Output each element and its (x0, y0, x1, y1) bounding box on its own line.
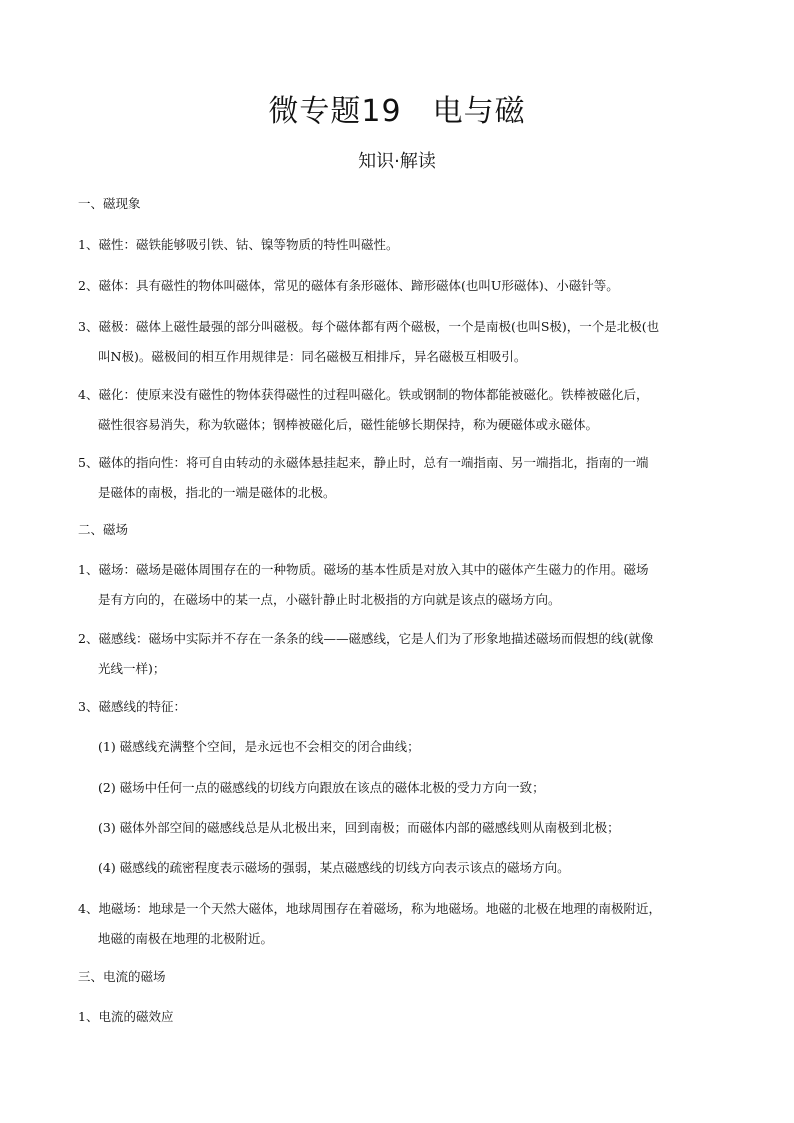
paragraph: 1、磁性：磁铁能够吸引铁、钴、镍等物质的特性叫磁性。 (78, 237, 399, 252)
paragraph: 4、地磁场：地球是一个天然大磁体，地球周围存在着磁场，称为地磁场。地磁的北极在地理的南极附近， 地磁的南极在地理的北极附近。 (78, 901, 661, 946)
list-item: (3) 磁体外部空间的磁感线总是从北极出来，回到南极；而磁体内部的磁感线则从南极到北极； (98, 820, 620, 835)
paragraph: 1、磁场：磁场是磁体周围存在的一种物质。磁场的基本性质是对放入其中的磁体产生磁力的作用。磁场 是有方向的，在磁场中的某一点，小磁针静止时北极指的方向就是该点的磁场方向。 (78, 562, 649, 607)
section-heading: 三、电流的磁场 (78, 969, 166, 984)
paragraph: 3、磁感线的特征： (78, 699, 186, 714)
list-item: (4) 磁感线的疏密程度表示磁场的强弱，某点磁感线的切线方向表示该点的磁场方向。 (98, 860, 570, 875)
list-item: (2) 磁场中任何一点的磁感线的切线方向跟放在该点的磁体北极的受力方向一致； (98, 780, 545, 795)
section-heading: 一、磁现象 (78, 196, 141, 211)
page-title: 微专题19 电与磁 (268, 94, 526, 129)
paragraph: 1、电流的磁效应 (78, 1009, 174, 1024)
page-subtitle: 知识·解读 (358, 151, 436, 172)
paragraph: 4、磁化：使原来没有磁性的物体获得磁性的过程叫磁化。铁或钢制的物体都能被磁化。铁棒被磁化后， 磁性很容易消失，称为软磁体；钢棒被磁化后，磁性能够长期保持，称为硬磁体或永磁体。 (78, 387, 649, 432)
paragraph: 3、磁极：磁体上磁性最强的部分叫磁极。每个磁体都有两个磁极，一个是南极(也叫S极)，一个是北极(也 叫N极)。磁极间的相互作用规律是：同名磁极互相排斥，异名磁极互相吸引。 (78, 319, 660, 364)
list-item: (1) 磁感线充满整个空间，是永远也不会相交的闭合曲线； (98, 739, 420, 754)
paragraph: 5、磁体的指向性：将可自由转动的永磁体悬挂起来，静止时，总有一端指南、另一端指北，指南的一端 是磁体的南极，指北的一端是磁体的北极。 (78, 455, 649, 500)
section-heading: 二、磁场 (78, 522, 129, 537)
paragraph: 2、磁体：具有磁性的物体叫磁体，常见的磁体有条形磁体、蹄形磁体(也叫U形磁体)、小磁针等。 (78, 278, 619, 293)
paragraph: 2、磁感线：磁场中实际并不存在一条条的线——磁感线，它是人们为了形象地描述磁场而假想的线(就像 光线一样)； (78, 631, 654, 676)
